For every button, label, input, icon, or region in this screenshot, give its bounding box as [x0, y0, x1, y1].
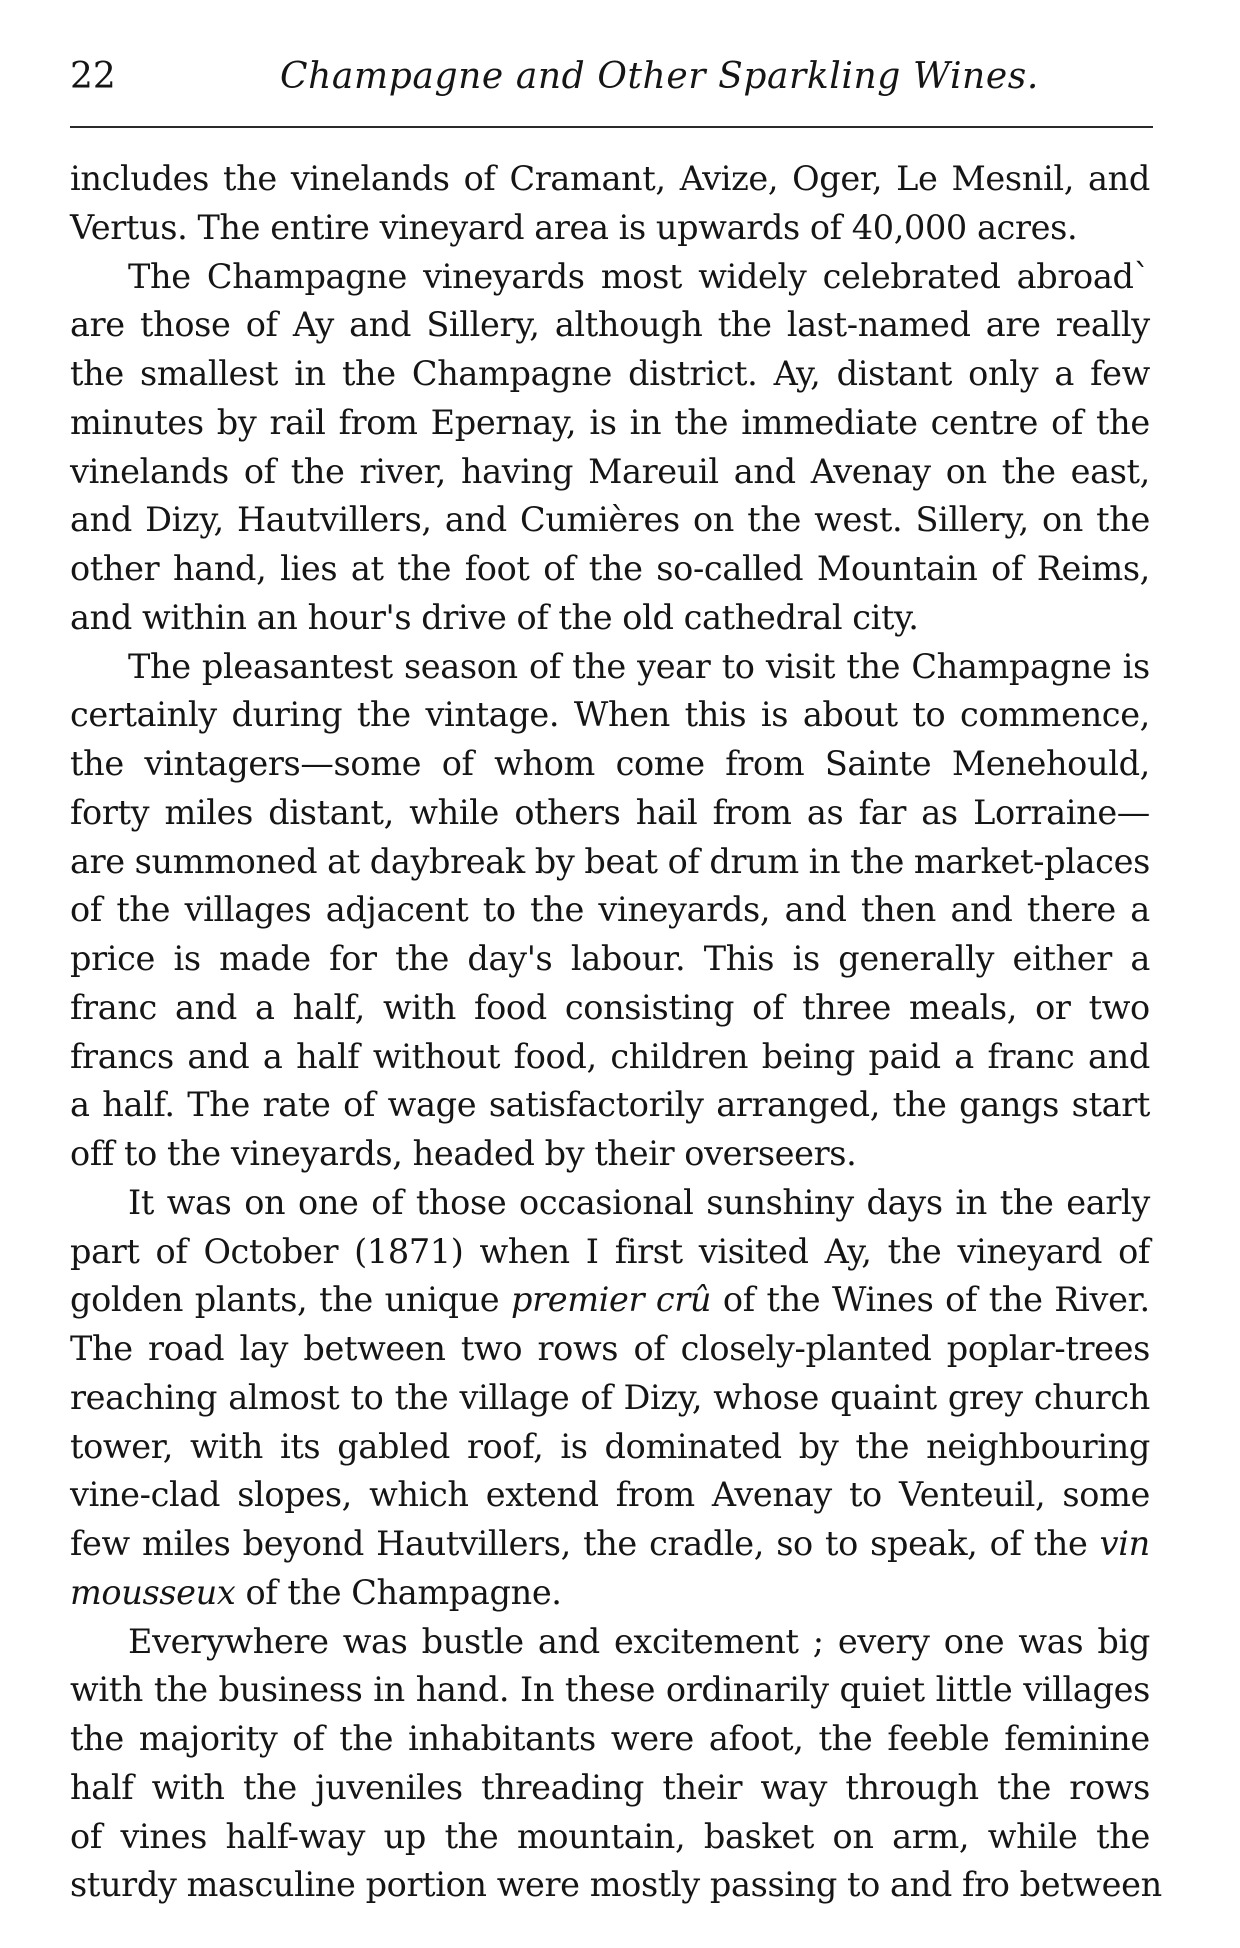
text-line: a half. The rate of wage satisfactorily arranged, the gangs start [70, 1085, 1150, 1125]
paragraph [70, 253, 1150, 643]
text-line: francs and a half without food, children being paid a franc and [70, 1036, 1150, 1076]
text-line: are those of Ay and Sillery, although the last-named are really [70, 305, 1150, 345]
text-line: Vertus. The entire vineyard area is upwards of 40,000 acres. [70, 207, 1078, 247]
text-line: and within an hour's drive of the old cathedral city. [70, 597, 919, 637]
text-line: price is made for the day's labour. This is generally either a [70, 939, 1150, 978]
text-line: other hand, lies at the foot of the so-called Mountain of Reims, [70, 549, 1150, 588]
text-line: It was on one of those occasional sunshiny days in the early [128, 1182, 1150, 1222]
text-line: are summoned at daybreak by beat of drum in the market-places [70, 841, 1150, 881]
text-line: tower, with its gabled roof, is dominated by the neighbouring [70, 1426, 1150, 1466]
text-line: franc and a half, with food consisting of three meals, or two [70, 987, 1150, 1027]
text-line: sturdy masculine portion were mostly passing to and fro between [70, 1865, 1162, 1905]
text-line: golden plants, the unique premier crû of the Wines of the River. [70, 1280, 1150, 1320]
running-head [70, 52, 1150, 102]
text-line: off to the vineyards, headed by their overseers. [70, 1134, 857, 1173]
paragraph [70, 1179, 1150, 1618]
text-line: vinelands of the river, having Mareuil and Avenay on the east, [70, 451, 1150, 491]
text-line: part of October (1871) when I first visited Ay, the vineyard of [70, 1231, 1150, 1271]
text-line: certainly during the vintage. When this is about to commence, [70, 695, 1150, 735]
text-line: of the villages adjacent to the vineyards, and then and there a [70, 890, 1150, 930]
text-line: The Champagne vineyards most widely celebrated abroad` [128, 256, 1150, 296]
text-line: the smallest in the Champagne district. Ay, distant only a few [70, 354, 1150, 393]
text-line: Everywhere was bustle and excitement ; every one was big [128, 1621, 1150, 1661]
text-line: the majority of the inhabitants were afoot, the feeble feminine [70, 1719, 1150, 1758]
text-line: forty miles distant, while others hail from as far as Lorraine— [70, 792, 1150, 832]
text-line: half with the juveniles threading their way through the rows [70, 1767, 1150, 1807]
paragraph [70, 643, 1150, 1179]
text-line: The pleasantest season of the year to visit the Champagne is [128, 646, 1150, 686]
body-text [70, 155, 1162, 1910]
text-line: and Dizy, Hautvillers, and Cumières on the west. Sillery, on the [70, 500, 1150, 540]
text-line: minutes by rail from Epernay, is in the immediate centre of the [70, 402, 1150, 442]
text-line: few miles beyond Hautvillers, the cradle, so to speak, of the vin [70, 1524, 1150, 1563]
paragraph [70, 155, 1150, 253]
text-line: of vines half-way up the mountain, basket on arm, while the [70, 1816, 1150, 1856]
paragraph [70, 1618, 1162, 1911]
text-line: reaching almost to the village of Dizy, whose quaint grey church [70, 1377, 1150, 1417]
header-rule [70, 126, 1153, 128]
text-line: the vintagers—some of whom come from Sainte Menehould, [70, 744, 1150, 783]
running-title: Champagne and Other Sparkling Wines. [280, 56, 1039, 97]
text-line: The road lay between two rows of closely-planted poplar-trees [70, 1329, 1150, 1368]
text-line: vine-clad slopes, which extend from Avenay to Venteuil, some [70, 1475, 1150, 1515]
text-line: includes the vinelands of Cramant, Avize, Oger, Le Mesnil, and [70, 159, 1150, 198]
text-line: mousseux of the Champagne. [70, 1572, 562, 1612]
text-line: with the business in hand. In these ordinarily quiet little villages [70, 1670, 1150, 1710]
page-number: 22 [70, 56, 116, 97]
